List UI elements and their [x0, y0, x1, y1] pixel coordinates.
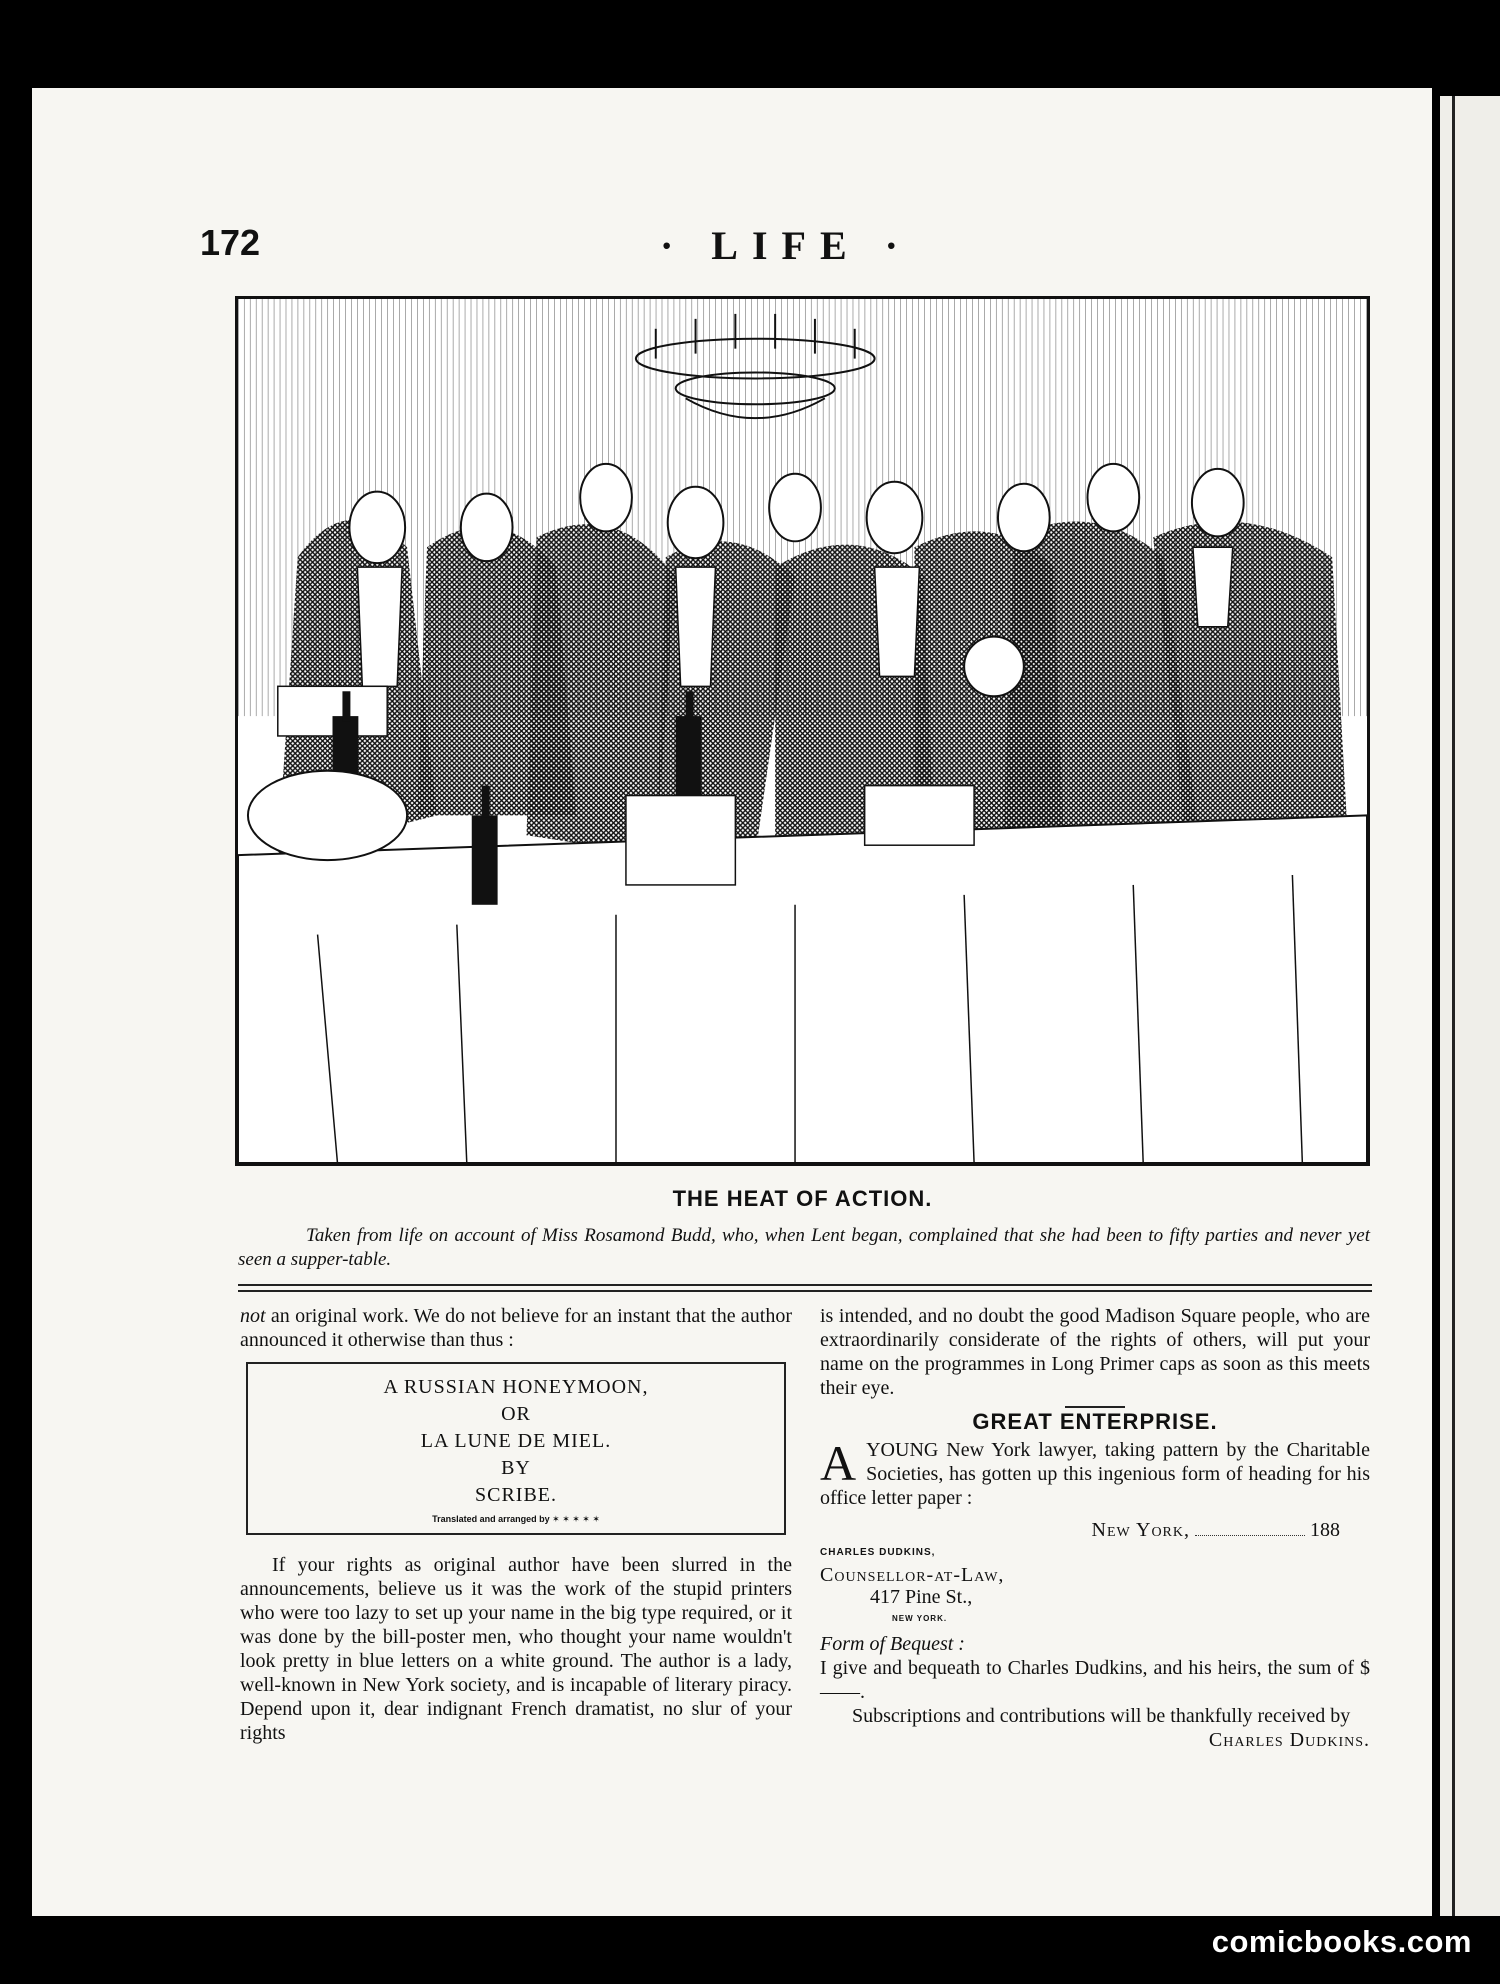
facing-page-edge [1440, 96, 1500, 1916]
banquet-table [238, 815, 1367, 1163]
left-opening [240, 1304, 792, 1352]
form-label: Form of Bequest : [820, 1633, 965, 1655]
divider-rule-double [238, 1290, 1372, 1292]
letterhead-block [820, 1542, 1370, 1630]
letterhead-name: CHARLES DUDKINS, [820, 1547, 936, 1558]
subscriptions-text [820, 1704, 1370, 1751]
site-watermark: comicbooks.com [1211, 1924, 1472, 1959]
section-short-rule [1065, 1406, 1125, 1408]
box-line-5: SCRIBE. [474, 1484, 558, 1506]
box-line-1: A RUSSIAN HONEYMOON, [383, 1376, 649, 1398]
left-column [240, 1304, 792, 1745]
date-blank [1195, 1535, 1305, 1536]
bequest-text: I give and bequeath to Charles Dudkins, and his heirs, the sum of $——. [820, 1657, 1370, 1703]
page-number: 172 [200, 222, 261, 263]
date-year: 188 [1310, 1519, 1340, 1541]
drop-cap: A [820, 1435, 857, 1491]
box-line-3: LA LUNE DE MIEL. [420, 1430, 612, 1452]
right-continuation: is intended, and no doubt the good Madison Square people, who are extraordinarily considerate of the rights of others, will put your name on the programmes in Long Primer caps as soon as this meets their eye. [820, 1305, 1370, 1399]
letterhead-city: NEW YORK. [892, 1614, 948, 1623]
divider-rule [238, 1284, 1372, 1286]
masthead-title: · LIFE · [659, 223, 913, 268]
page-header [200, 222, 1372, 282]
letterhead-date [820, 1518, 1370, 1542]
banquet-illustration [235, 296, 1370, 1166]
subscriptions-line: Subscriptions and contributions will be thankfully received by [852, 1705, 1351, 1727]
right-column [820, 1304, 1370, 1752]
left-paragraph: If your rights as original author have been slurred in the announcements, believe us it was the work of the stupid printers who were too lazy to set up your name in the big type required, or it was done by the bill-poster men, who thought your name wouldn't look pretty in blue letters on a white ground. The author is a lady, well-known in New York society, and is incapable of literary piracy. Depend upon it, dear indignant French dramatist, no slur of your rights [240, 1554, 792, 1744]
signature: Charles Dudkins. [1208, 1729, 1370, 1751]
box-small-print: Translated and arranged by ✶ ✶ ✶ ✶ ✶ [432, 1514, 600, 1524]
announcement-box [246, 1362, 786, 1535]
caption-text: Taken from life on account of Miss Rosamond Budd, who, when Lent began, complained that she had been to fifty parties and never yet seen a supper-table. [238, 1225, 1370, 1270]
section-title: GREAT ENTERPRISE. [972, 1409, 1218, 1434]
intro-text: YOUNG New York lawyer, taking pattern by the Charitable Societies, has gotten up this ingenious form of heading for his office letter paper : [820, 1439, 1370, 1509]
letterhead-address: 417 Pine St., [870, 1586, 973, 1608]
opening-emphasis: not [240, 1305, 266, 1327]
letterhead-title: Counsellor-at-Law, [820, 1564, 1005, 1586]
date-city: New York, [1091, 1519, 1190, 1541]
box-line-4: BY [501, 1457, 531, 1479]
illustration-drawing [238, 299, 1367, 1163]
box-line-2: OR [501, 1403, 531, 1425]
caption-title: THE HEAT OF ACTION. [672, 1186, 933, 1211]
enterprise-intro [820, 1435, 1370, 1510]
tureen [248, 771, 407, 860]
binding-line [1452, 96, 1455, 1916]
opening-text: an original work. We do not believe for an instant that the author announced it otherwise than thus : [240, 1305, 792, 1351]
